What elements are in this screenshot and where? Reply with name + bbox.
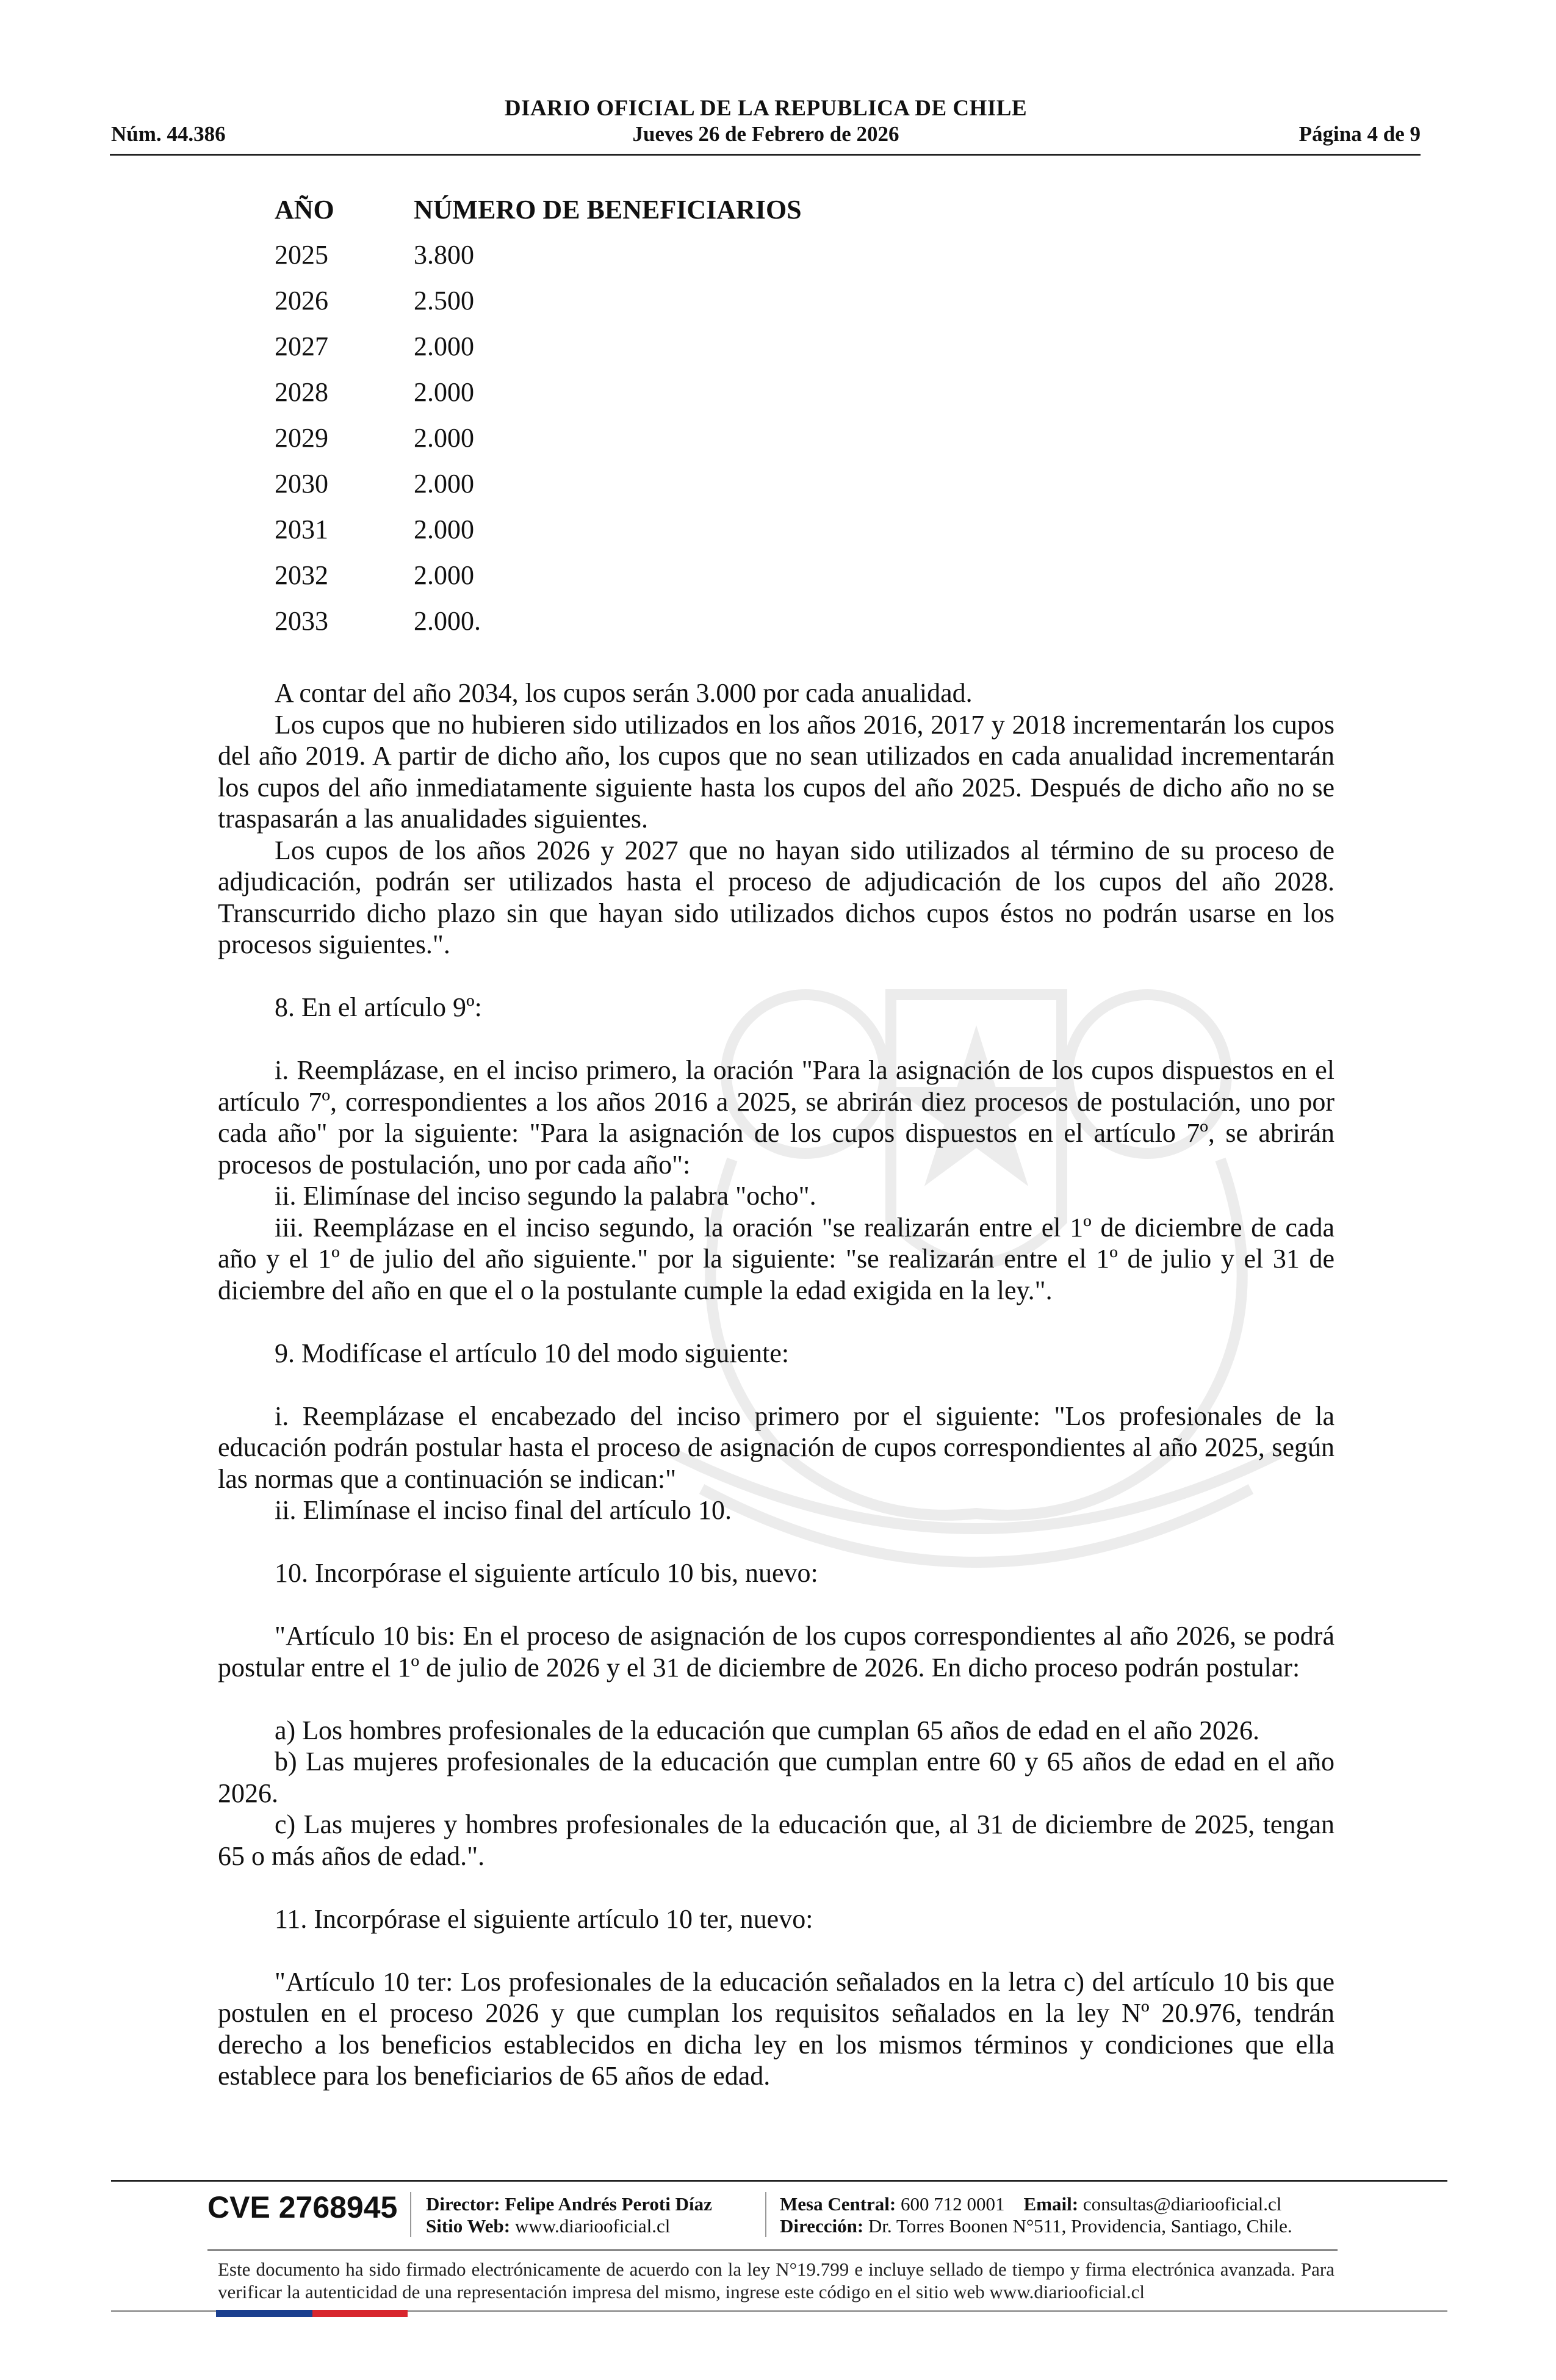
paragraph: ii. Elimínase del inciso segundo la palabra "ocho". <box>275 1181 816 1211</box>
header-divider <box>110 154 1421 156</box>
beneficiaries-table <box>275 194 963 644</box>
paragraph: 11. Incorpórase el siguiente artículo 10 ter, nuevo: <box>275 1903 813 1934</box>
newspaper-title: DIARIO OFICIAL DE LA REPUBLICA DE CHILE <box>504 96 1028 121</box>
footer-director-block <box>426 2193 712 2237</box>
table-cell-year: 2032 <box>275 560 328 590</box>
table-header-year: AÑO <box>275 195 334 225</box>
paragraph: "Artículo 10 ter: Los profesionales de la educación señalados en la letra c) del artículo 10 bis que postulen en el proceso 2026 y que cumplan los requisitos señalados en la ley Nº 20.976, tendrán derecho a los beneficios establecidos en dicha ley en los mismos términos y condiciones que ella establece para los beneficiarios de 65 años de edad. <box>218 1966 1334 2091</box>
table-cell-beneficiaries: 2.000 <box>414 377 474 407</box>
table-row <box>275 415 963 461</box>
paragraph: iii. Reemplázase en el inciso segundo, la oración "se realizarán entre el 1º de diciembre de cada año y el 1º de julio del año siguiente." por la siguiente: "se realizarán entre el 1º de julio y el 31 de diciembre del año en que el o la postulante cumple la edad exigida en la ley.". <box>218 1212 1334 1305</box>
footer-contact-block <box>780 2193 1292 2237</box>
address-text: Dr. Torres Boonen N°511, Providencia, Santiago, Chile. <box>868 2215 1292 2237</box>
director-name: Felipe Andrés Peroti Díaz <box>505 2193 712 2215</box>
phone-label: Mesa Central: <box>780 2193 896 2215</box>
footer-separator <box>765 2192 766 2237</box>
table-cell-beneficiaries: 2.000 <box>414 331 474 361</box>
footer-inner-divider <box>207 2249 1338 2251</box>
table-cell-year: 2025 <box>275 240 328 270</box>
paragraph: a) Los hombres profesionales de la educación que cumplan 65 años de edad en el año 2026. <box>275 1715 1260 1745</box>
paragraph: 9. Modifícase el artículo 10 del modo siguiente: <box>275 1338 790 1368</box>
table-cell-year: 2027 <box>275 331 328 361</box>
flag-stripe-red <box>312 2310 408 2317</box>
table-header-row <box>275 194 963 232</box>
signature-notice: Este documento ha sido firmado electrónicamente de acuerdo con la ley N°19.799 e incluye sellado de tiempo y firma electrónica avanzada. Para verificar la autenticidad de una representación impresa del mismo, ingrese este código en el sitio web www.diariooficial.cl <box>218 2259 1334 2302</box>
table-cell-beneficiaries: 2.000 <box>414 423 474 453</box>
paragraph: Los cupos de los años 2026 y 2027 que no hayan sido utilizados al término de su proceso de adjudicación, podrán ser utilizados hasta el proceso de adjudicación de los cupos del año 2028. Transcurrido dicho plazo sin que hayan sido utilizados dichos cupos éstos no podrán usarse en los procesos siguientes.". <box>218 835 1334 959</box>
table-cell-year: 2031 <box>275 514 328 544</box>
cve-code: CVE 2768945 <box>207 2190 398 2224</box>
site-label: Sitio Web: <box>426 2215 511 2237</box>
table-cell-year: 2030 <box>275 469 328 499</box>
paragraph: 8. En el artículo 9º: <box>275 992 482 1022</box>
table-cell-beneficiaries: 2.000 <box>414 560 474 590</box>
table-row <box>275 461 963 507</box>
table-row <box>275 323 963 369</box>
table-cell-year: 2028 <box>275 377 328 407</box>
footer-separator <box>410 2192 411 2237</box>
issue-number: Núm. 44.386 <box>111 122 226 146</box>
paragraph: i. Reemplázase, en el inciso primero, la oración "Para la asignación de los cupos dispuestos en el artículo 7º, correspondientes a los años 2016 a 2025, se abrirán diez procesos de postulación, uno por cada año" por la siguiente: "Para la asignación de los cupos dispuestos en el artículo 7º, se abrirán procesos de postulación, uno por cada año": <box>218 1055 1334 1180</box>
issue-date: Jueves 26 de Febrero de 2026 <box>632 122 899 146</box>
table-row <box>275 369 963 415</box>
table-cell-year: 2029 <box>275 423 328 453</box>
paragraph: "Artículo 10 bis: En el proceso de asignación de los cupos correspondientes al año 2026, se podrá postular entre el 1º de julio de 2026 y el 31 de diciembre de 2026. En dicho proceso podrán postular: <box>218 1621 1334 1682</box>
table-row <box>275 278 963 323</box>
footer-divider <box>111 2180 1447 2182</box>
table-row <box>275 507 963 552</box>
email-link[interactable]: consultas@diariooficial.cl <box>1082 2193 1282 2215</box>
paragraph: c) Las mujeres y hombres profesionales de la educación que, al 31 de diciembre de 2025, tengan 65 o más años de edad.". <box>218 1809 1334 1871</box>
page-number: Página 4 de 9 <box>1298 122 1421 146</box>
table-cell-beneficiaries: 2.000 <box>414 469 474 499</box>
paragraph: i. Reemplázase el encabezado del inciso primero por el siguiente: "Los profesionales de la educación podrán postular hasta el proceso de asignación de cupos correspondientes al año 2025, según las normas que a continuación se indican:" <box>218 1401 1334 1494</box>
table-row <box>275 552 963 598</box>
site-link[interactable]: www.diariooficial.cl <box>514 2215 671 2237</box>
paragraph: ii. Elimínase el inciso final del artículo 10. <box>275 1495 732 1525</box>
email-label: Email: <box>1023 2193 1079 2215</box>
document-body <box>218 677 1334 2092</box>
table-cell-year: 2033 <box>275 606 328 636</box>
table-header-beneficiaries: NÚMERO DE BENEFICIARIOS <box>414 195 802 225</box>
table-cell-beneficiaries: 2.000. <box>414 606 481 636</box>
table-row <box>275 598 963 644</box>
paragraph: 10. Incorpórase el siguiente artículo 10 bis, nuevo: <box>275 1558 818 1588</box>
table-cell-year: 2026 <box>275 286 328 316</box>
paragraph: A contar del año 2034, los cupos serán 3.000 por cada anualidad. <box>275 678 973 708</box>
address-label: Dirección: <box>780 2215 864 2237</box>
flag-stripe-blue <box>216 2310 312 2317</box>
table-row <box>275 232 963 278</box>
paragraph: b) Las mujeres profesionales de la educación que cumplan entre 60 y 65 años de edad en el año 2026. <box>218 1747 1334 1808</box>
director-label: Director: <box>426 2193 500 2215</box>
phone-number: 600 712 0001 <box>901 2193 1005 2215</box>
paragraph: Los cupos que no hubieren sido utilizados en los años 2016, 2017 y 2018 incrementarán los cupos del año 2019. A partir de dicho año, los cupos que no sean utilizados en cada anualidad incrementarán los cupos del año inmediatamente siguiente hasta los cupos del año 2025. Después de dicho año no se traspasarán a las anualidades siguientes. <box>218 709 1334 834</box>
table-cell-beneficiaries: 3.800 <box>414 240 474 270</box>
table-cell-beneficiaries: 2.000 <box>414 514 474 544</box>
table-cell-beneficiaries: 2.500 <box>414 286 474 316</box>
